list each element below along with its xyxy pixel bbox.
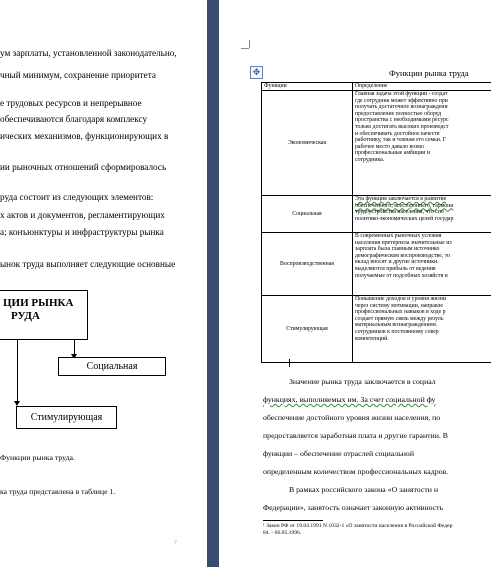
diagram-title-line2: РУДА xyxy=(11,310,40,322)
footnote-separator xyxy=(263,520,323,521)
text-line: ум зарплаты, установленной законодательно, xyxy=(0,48,177,58)
definition-line: Повышение доходов и уровня жизни xyxy=(355,296,446,302)
table-header-row xyxy=(262,83,491,91)
diagram-box-social xyxy=(58,357,166,376)
definition-line: работнику, так и членам его семьи. Г xyxy=(355,137,447,144)
table-row xyxy=(262,196,491,233)
text-line: е трудовых ресурсов и непрерывное xyxy=(0,98,142,108)
functions-table xyxy=(261,82,491,363)
definition-line: предоставление полностью оборуд xyxy=(355,110,442,117)
function-name-cell: Социальная xyxy=(262,196,353,233)
paragraph-line-text: функциях, выполняемых им. За счет социальной фу xyxy=(263,395,436,404)
text-line: ии рыночных отношений сформировалось xyxy=(0,162,167,172)
right-page xyxy=(219,0,491,567)
definition-line: политико-экономических целей государ xyxy=(355,215,454,222)
table-row xyxy=(262,296,491,363)
function-name-cell: Экономическая xyxy=(262,91,353,196)
definition-line: зарплата была главным источнико xyxy=(355,246,440,253)
function-definition-cell xyxy=(353,233,491,296)
definition-line: только достигать высоких производст xyxy=(355,123,449,130)
function-name-cell: Стимулирующая xyxy=(262,296,353,363)
left-page xyxy=(0,0,207,567)
definition-line: демографическом воспроизводстве, то xyxy=(355,252,451,259)
definition-line: сотрудников к постоянному совер xyxy=(355,328,439,335)
definition-line: профессиональных навыков в ходе р xyxy=(355,309,446,316)
table-row xyxy=(262,91,491,196)
definition-line: материальным вознаграждением. xyxy=(355,322,438,329)
definition-line: населения претерпела значительные из xyxy=(355,239,452,246)
text-line: х актов и документов, регламентирующих xyxy=(0,210,165,220)
definition-line: профессиональные амбиции и xyxy=(355,150,430,157)
page-number: 7 xyxy=(174,540,177,546)
diagram-main-box xyxy=(0,290,88,340)
definition-line: компетенций. xyxy=(355,335,389,342)
crop-mark xyxy=(241,48,249,49)
paragraph-line: Федерации», занятость означает законную активность xyxy=(263,503,444,512)
text-line: ынок труда выполняет следующие основные xyxy=(0,259,176,269)
text-line: руда состоит из следующих элементов: xyxy=(0,192,154,202)
diagram-box-stimulating xyxy=(16,406,117,429)
table-header-cell: Определение xyxy=(353,83,491,91)
definition-line: В современных рыночных условия xyxy=(355,233,442,239)
definition-line: трудоустройства населения, что спо xyxy=(355,209,444,216)
definition-line: создает прямую связь между резуль xyxy=(355,315,444,322)
paragraph-line: обеспечение достойного уровня жизни населения, по xyxy=(263,413,441,422)
page-gutter xyxy=(207,0,219,567)
definition-line: Эта функция заключается в развитие xyxy=(355,196,447,202)
definition-line: выделяются прибыль от ведения xyxy=(355,265,436,272)
text-line: ка труда представлена в таблице 1. xyxy=(0,487,116,496)
diagram-label-stimulating: Стимулирующая xyxy=(30,412,103,423)
definition-line: сотрудника. xyxy=(355,156,385,163)
paragraph-line: предоставляется заработная плата и другие гарантии. В xyxy=(263,431,449,440)
table-row xyxy=(262,233,491,296)
function-definition-cell xyxy=(353,196,491,233)
paragraph-line: В рамках российского закона «О занятости н xyxy=(289,485,439,494)
text-line: а; конъюнктуры и инфраструктуры рынка xyxy=(0,227,164,237)
definition-line: обеспеченного, всестороннего, гармони xyxy=(355,202,454,209)
definition-line: через систему мотивации, направле xyxy=(355,302,444,309)
definition-line: где сотрудник может эффективно при xyxy=(355,97,448,104)
footnote-text: 84. - 06.05.1996. xyxy=(263,530,302,536)
diagram-title-line1: ЦИИ РЫНКА xyxy=(3,297,74,309)
table-move-handle-icon[interactable]: ✥ xyxy=(250,66,263,79)
text-line: ических механизмов, функционирующих в xyxy=(0,131,169,141)
definition-line: получаемые от подсобных хозяйств и xyxy=(355,272,448,279)
paragraph-line xyxy=(263,395,435,404)
function-name-cell: Воспроизводственная xyxy=(262,233,353,296)
text-line: обеспечиваются благодаря комплексу xyxy=(0,114,148,124)
paragraph-line: функции – обеспечение отраслей социальной xyxy=(263,449,414,458)
definition-line: пространства с необходимыми ресурс xyxy=(355,117,449,124)
table-header-cell: Функции xyxy=(262,83,353,91)
function-definition-cell xyxy=(353,91,491,196)
definition-line: Главная задача этой функции - создат xyxy=(355,91,448,97)
definition-line: и обеспечивать достойное качеств xyxy=(355,130,440,137)
function-definition-cell xyxy=(353,296,491,363)
table-title: Функции рынка труда xyxy=(389,68,469,78)
definition-line: вклад вносят и другие источники. xyxy=(355,259,439,266)
footnote-text: ¹ Закон РФ от 19.04.1991 N 1032-1 «О занятости населения в Российской Федер xyxy=(263,523,453,529)
figure-caption: Функции рынка труда. xyxy=(0,453,75,462)
paragraph-line: Значение рынка труда заключается в социал xyxy=(289,377,436,386)
diagram-label-social: Социальная xyxy=(86,361,138,372)
text-cursor xyxy=(289,359,290,367)
crop-mark xyxy=(249,40,250,48)
arrow-line xyxy=(17,339,18,403)
definition-line: рабочее место давало возмо xyxy=(355,143,424,150)
text-line: чный минимум, сохранение приоритета xyxy=(0,70,156,80)
paragraph-line: определенным количеством профессиональных кадров. xyxy=(263,467,449,476)
definition-line: получать достаточное вознаграждени xyxy=(355,104,448,111)
